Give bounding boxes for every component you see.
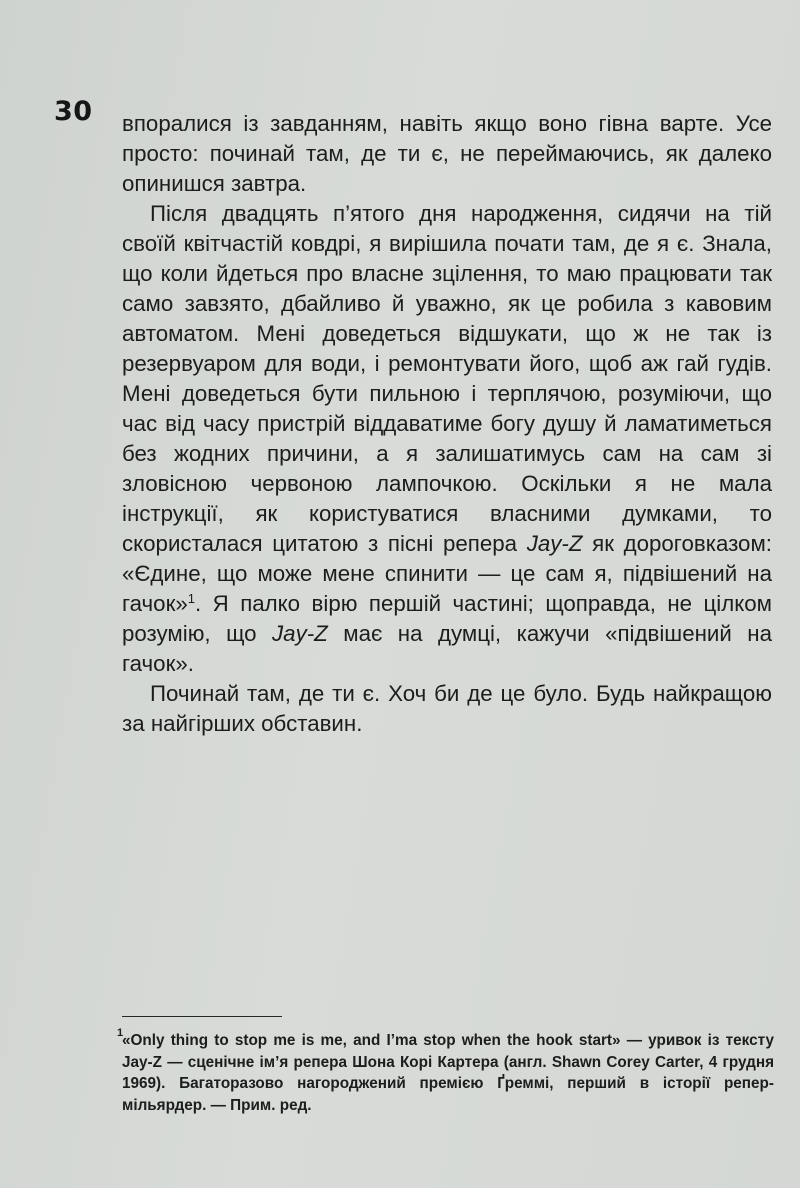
- footnote: [117, 1027, 774, 1116]
- artist-name: Jay-Z: [272, 621, 328, 646]
- footnote-divider: [122, 1016, 282, 1017]
- footnote-text: «Only thing to stop me is me, and I’ma stop when the hook start» — уривок із тексту Jay-Z — сценічне ім’я репера Шона Корі Картера (англ. Shawn Corey Carter, 4 грудня 1969). Багаторазово нагороджений премією Ґреммі, перший в історії репер-мільярдер. — Прим. ред.: [122, 1032, 774, 1114]
- paragraph-2: [122, 199, 772, 679]
- page-number: 30: [54, 96, 93, 127]
- footnote-marker: 1: [117, 1027, 124, 1039]
- paragraph-1: впоралися із завданням, навіть якщо воно гівна варте. Усе просто: починай там, де ти є, не переймаючись, як далеко опинишся завтра.: [122, 111, 772, 196]
- paragraph-2-text-a: Після двадцять п’ятого дня народження, сидячи на тій своїй квітчастій ковдрі, я вирішила почати там, де я є. Знала, що коли йдеться про власне зцілення, то маю працювати так само завзято, дбайливо й уважно, як це робила з кавовим автоматом. Мені доведеться відшукати, що ж не так із резервуаром для води, і ремонтувати його, щоб аж гай гудів. Мені доведеться бути пильною і терплячою, розуміючи, що час від часу пристрій віддаватиме богу душу й ламатиметься без жодних причини, а я залишатимусь сам на сам зі зловісною червоною лампочкою. Оскільки я не мала інструкції, як користуватися власними думками, то скористалася цитатою з пісні репера: [122, 201, 772, 556]
- artist-name: Jay-Z: [526, 531, 583, 556]
- footnote-reference: 1: [187, 591, 195, 607]
- paragraph-2-text-c: . Я палко вірю першій частині; щоправда, не цілком розумію, що: [122, 591, 772, 646]
- paragraph-2-text-d: має на думці, кажучи «підвішений на гачок».: [122, 621, 772, 676]
- paragraph-2-text-b: як дороговказом: «Єдине, що може мене спинити — це сам я, підвішений на гачок»: [122, 531, 772, 616]
- paragraph-3: Починай там, де ти є. Хоч би де це було. Будь найкращою за найгірших обставин.: [122, 681, 772, 736]
- main-text: [122, 109, 772, 739]
